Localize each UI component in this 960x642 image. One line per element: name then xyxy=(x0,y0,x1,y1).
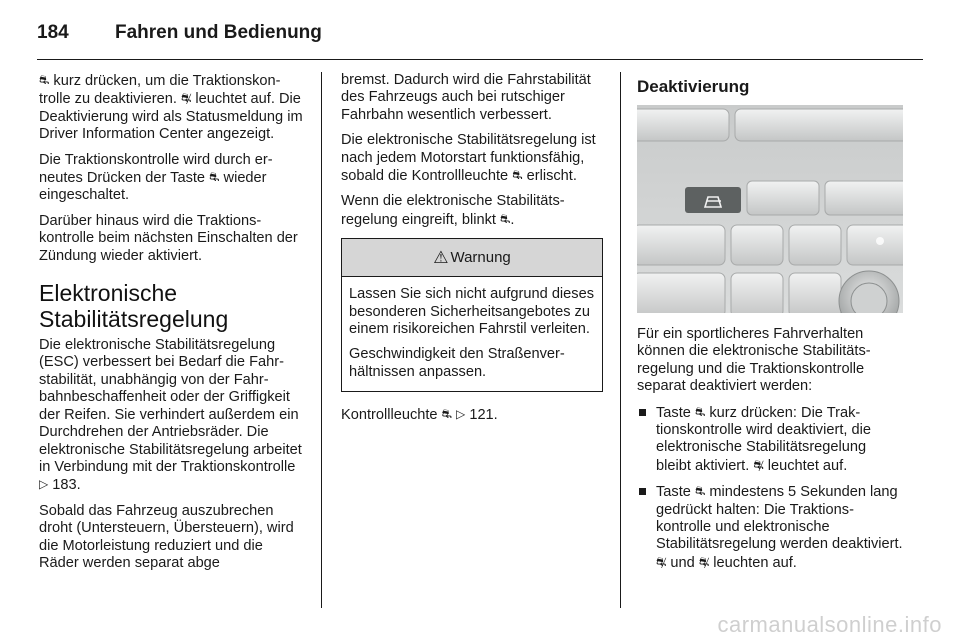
page-reference[interactable]: 121. xyxy=(469,407,498,424)
page-header xyxy=(37,20,322,46)
stability-control-icon: ⛐ xyxy=(512,168,523,183)
column-divider xyxy=(321,72,322,608)
center-console-illustration xyxy=(637,105,903,313)
column-3 xyxy=(637,72,903,580)
paragraph: Sobald das Fahrzeug auszubrechen droht (Untersteuern, Übersteuern), wird die Motorleistung reduziert und die Räder werden separat abge xyxy=(39,502,294,571)
list-item: Taste ⛐ kurz drücken: Die Traktionskontrolle wird deaktiviert, die elektronische Stabilitätsregelung bleibt aktiviert. ⛐̸ leuchtet auf. xyxy=(637,404,903,476)
page-number: 184 xyxy=(37,22,69,43)
warning-header xyxy=(342,239,602,277)
paragraph: Kontrollleuchte ⛐ ▷ 121. xyxy=(341,407,498,424)
paragraph: Geschwindigkeit den Straßenverhältnissen anpassen. xyxy=(349,346,565,380)
traction-control-button-icon: ⛐ xyxy=(209,170,220,185)
warning-triangle-icon: ⚠ xyxy=(433,248,449,268)
warning-title: Warnung xyxy=(450,249,511,267)
paragraph: Die elektronische Stabilitätsregelung ist nach jedem Motorstart funktionsfähig, sobald die Kontrollleuchte ⛐ erlischt. xyxy=(341,132,596,185)
column-divider xyxy=(620,72,621,608)
traction-control-button-icon: ⛐ xyxy=(39,73,50,87)
stability-control-off-icon: ⛐̸ xyxy=(698,554,710,569)
page-reference[interactable]: 183. xyxy=(52,477,81,494)
bullet-list xyxy=(637,404,903,573)
page-reference-arrow-icon: ▷ xyxy=(456,407,466,422)
paragraph: Die elektronische Stabilitätsregelung (ESC) verbessert bei Bedarf die Fahrstabilität, unabhängig von der Fahrbahnbeschaffenheit oder der Griffigkeit der Reifen. Sie verhindert außerdem ein Durchdrehen der Antriebsräder. Die elektronische Stabilitätsregelung arbeitet in Verbindung mit der Traktionskontrolle ▷ 183. xyxy=(39,337,302,494)
paragraph: ⛐ kurz drücken, um die Traktionskontrolle zu deaktivieren. ⛐̸ leuchtet auf. Die Deaktivierung wird als Statusmeldung im Driver Information Center angezeigt. xyxy=(39,73,303,143)
paragraph: Die Traktionskontrolle wird durch erneutes Drücken der Taste ⛐ wieder eingeschaltet. xyxy=(39,151,273,204)
paragraph: bremst. Dadurch wird die Fahrstabilität des Fahrzeugs auch bei rutschiger Fahrbahn wesentlich verbessert. xyxy=(341,72,591,123)
paragraph: Für ein sportlicheres Fahrverhalten können die elektronische Stabilitätsregelung und die Traktionskontrolle separat deaktiviert werden: xyxy=(637,326,871,395)
subsection-heading: Deaktivierung xyxy=(637,77,750,96)
dashboard-photo xyxy=(637,105,903,313)
traction-control-off-icon: ⛐̸ xyxy=(753,457,764,472)
traction-control-off-icon: ⛐̸ xyxy=(180,91,192,106)
stability-control-icon: ⛐ xyxy=(441,407,452,422)
traction-control-button-icon: ⛐ xyxy=(694,404,706,419)
traction-control-button-icon: ⛐ xyxy=(694,484,706,499)
paragraph: Darüber hinaus wird die Traktionskontrolle beim nächsten Einschalten der Zündung wieder aktiviert. xyxy=(39,212,298,264)
column-1 xyxy=(39,72,305,580)
warning-body xyxy=(342,277,602,391)
chapter-title: Fahren und Bedienung xyxy=(115,22,322,43)
section-heading: Elektronische Stabilitätsregelung xyxy=(39,280,229,333)
warning-box xyxy=(341,238,603,392)
paragraph: Wenn die elektronische Stabilitätsregelung eingreift, blinkt ⛐. xyxy=(341,193,565,228)
header-rule xyxy=(37,59,923,60)
column-2 xyxy=(341,72,603,433)
list-item: Taste ⛐ mindestens 5 Sekunden lang gedrückt halten: Die Traktionskontrolle und elektronische Stabilitätsregelung werden deaktiviert. ⛐̸ und ⛐̸ leuchten auf. xyxy=(637,483,903,572)
watermark: carmanualsonline.info xyxy=(717,612,942,637)
paragraph: Lassen Sie sich nicht aufgrund dieses besonderen Sicherheitsangebotes zu einem risikoreichen Fahrstil verleiten. xyxy=(349,286,595,338)
traction-control-off-icon: ⛐̸ xyxy=(656,554,667,569)
stability-control-icon: ⛐ xyxy=(500,211,511,226)
page-reference-arrow-icon: ▷ xyxy=(39,477,49,492)
